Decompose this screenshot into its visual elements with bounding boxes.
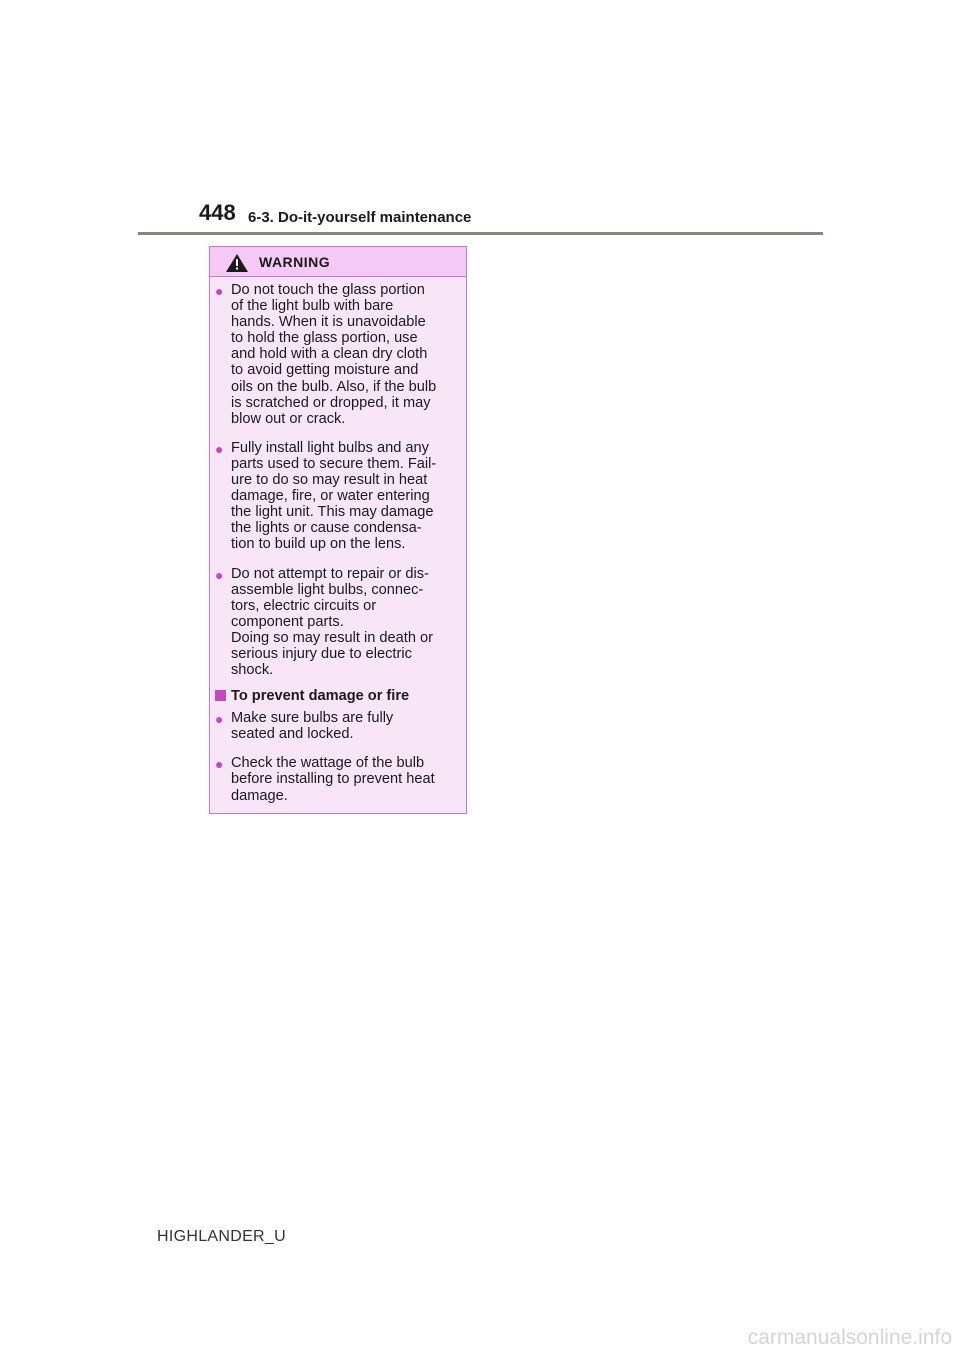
watermark: carmanualsonline.info <box>747 1326 952 1349</box>
warning-item <box>215 565 458 679</box>
warning-subitem <box>215 710 458 743</box>
bullet-circle-icon: ● <box>215 283 224 299</box>
warning-subheading-text: To prevent damage or fire <box>231 688 410 705</box>
warning-subitem-text: Check the wattage of the bulb before installing to prevent heat damage. <box>231 755 435 804</box>
warning-item-text: Fully install light bulbs and any parts used to secure them. Fail- ure to do so may result in heat damage, fire, or water entering the light unit. This may damage the lights or cause condensa- tion to build up on the lens. <box>231 439 437 553</box>
section-title: 6-3. Do-it-yourself maintenance <box>248 209 472 226</box>
bullet-circle-icon: ● <box>215 756 224 773</box>
warning-body <box>210 277 466 804</box>
warning-subitem <box>215 755 458 804</box>
warning-title: WARNING <box>259 254 331 270</box>
bullet-square-icon <box>215 690 226 701</box>
page-header <box>199 200 819 236</box>
warning-header <box>210 247 466 277</box>
warning-item-text: Do not touch the glass portion of the light bulb with bare hands. When it is unavoidable to hold the glass portion, use and hold with a clean dry cloth to avoid getting moisture and oils on the bulb. Also, if the bulb is scratched or dropped, it may blow out or crack. <box>231 282 437 427</box>
bullet-circle-icon: ● <box>215 566 224 583</box>
warning-item <box>215 282 458 427</box>
warning-subitem-text: Make sure bulbs are fully seated and locked. <box>231 710 394 743</box>
warning-subheading <box>218 688 458 704</box>
warning-item <box>215 439 458 553</box>
warning-triangle-icon <box>226 254 248 272</box>
page-number: 448 <box>199 200 236 225</box>
footer-model: HIGHLANDER_U <box>157 1228 286 1245</box>
warning-item-text: Do not attempt to repair or dis- assemble light bulbs, connec- tors, electric circuits or component parts. Doing so may result in death or serious injury due to electric shock. <box>231 565 433 679</box>
warning-box <box>209 246 467 814</box>
bullet-circle-icon: ● <box>215 711 224 728</box>
bullet-circle-icon: ● <box>215 440 224 457</box>
header-divider <box>138 232 823 235</box>
